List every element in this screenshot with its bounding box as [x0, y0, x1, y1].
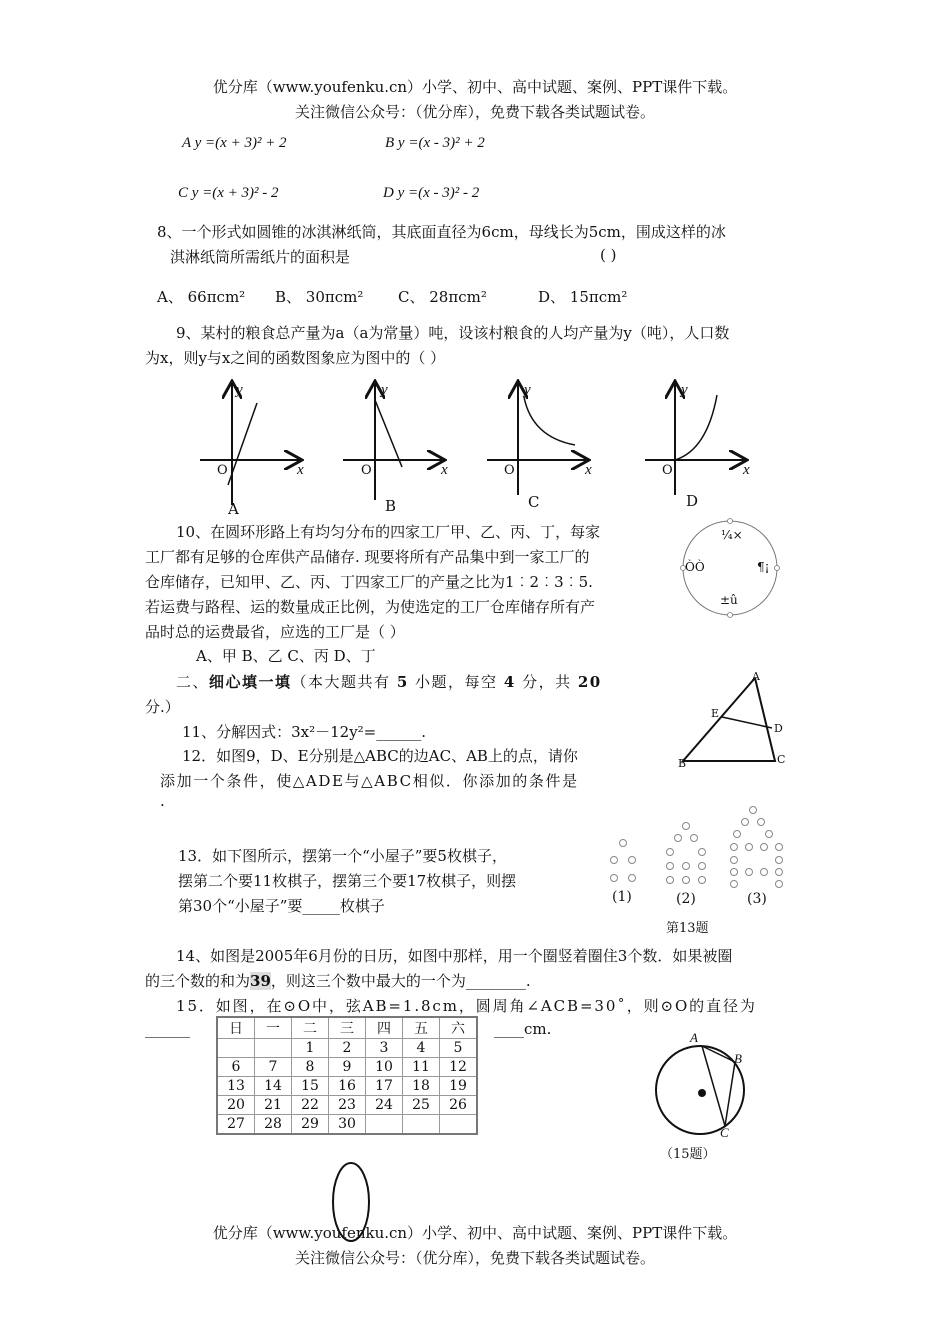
calendar-cell: 26 [440, 1096, 478, 1115]
q15-circle-figure [650, 1040, 760, 1140]
q14-line-2: 的三个数的和为39，则这三个数中最大的一个为________. [145, 972, 531, 990]
calendar-cell: 28 [255, 1115, 292, 1135]
calendar-cell: 14 [255, 1077, 292, 1096]
q10-options: A、甲 B、乙 C、丙 D、丁 [196, 647, 376, 665]
tri-label-b: B [678, 757, 687, 770]
graph-a-y: y [236, 382, 243, 398]
q8-line-2: 淇淋纸筒所需纸片的面积是 [170, 248, 351, 266]
q15-blank-right: ____cm. [494, 1020, 552, 1038]
graph-d-origin: O [662, 463, 673, 478]
calendar-header: 三 [329, 1017, 366, 1039]
calendar-cell [403, 1115, 440, 1135]
calendar-row [217, 1115, 477, 1135]
calendar-header: 四 [366, 1017, 403, 1039]
q8-bracket: ( ) [600, 246, 617, 264]
q8-option-c: C、 28πcm² [398, 288, 487, 306]
graph-a-x: x [297, 462, 304, 478]
q14-line-1: 14、如图是2005年6月份的日历，如图中那样，用一个圈竖着圈住3个数．如果被圈 [176, 947, 733, 965]
calendar-cell [440, 1115, 478, 1135]
calendar-row [217, 1039, 477, 1058]
calendar-row [217, 1077, 477, 1096]
calendar-cell: 17 [366, 1077, 403, 1096]
section-2-heading-cont: 分.） [145, 698, 180, 716]
ring-right-label: ¶¡ [757, 560, 770, 574]
calendar-cell: 19 [440, 1077, 478, 1096]
calendar-cell: 21 [255, 1096, 292, 1115]
calendar-cell: 16 [329, 1077, 366, 1096]
calendar-cell: 27 [217, 1115, 255, 1135]
q10-line-2: 工厂都有足够的仓库供产品储存. 现要将所有产品集中到一家工厂的 [145, 548, 590, 566]
q13-line-3: 第30个“小屋子”要_____枚棋子 [178, 897, 385, 915]
tri-label-e: E [711, 707, 720, 720]
tri-label-c: C [777, 753, 786, 766]
graph-b-label: B [385, 497, 397, 515]
calendar-cell: 29 [292, 1115, 329, 1135]
circle-label-c: C [720, 1125, 729, 1140]
calendar-cell: 18 [403, 1077, 440, 1096]
calendar-cell: 9 [329, 1058, 366, 1077]
calendar-cell: 11 [403, 1058, 440, 1077]
calendar-cell: 22 [292, 1096, 329, 1115]
q7-option-b: B y =(x - 3)² + 2 [385, 135, 485, 151]
calendar-header: 二 [292, 1017, 329, 1039]
q12-line-2: 添加一个条件，使△ADE与△ABC相似．你添加的条件是 [160, 772, 579, 790]
q13-line-1: 13．如下图所示，摆第一个“小屋子”要5枚棋子， [178, 847, 507, 865]
q10-line-1: 10、在圆环形路上有均匀分布的四家工厂甲、乙、丙、丁，每家 [176, 523, 601, 541]
q10-line-3: 仓库储存，已知甲、乙、丙、丁四家工厂的产量之比为1︰2︰3︰5. [145, 573, 593, 591]
calendar-cell: 30 [329, 1115, 366, 1135]
calendar-row [217, 1058, 477, 1077]
circle-label-a: A [690, 1030, 698, 1045]
calendar-cell: 10 [366, 1058, 403, 1077]
graph-b-y: y [381, 382, 388, 398]
ring-bottom-label: ±û [720, 593, 738, 607]
ring-left-label: ÒÒ [685, 560, 705, 574]
graph-c [487, 383, 587, 495]
q7-option-a: A y =(x + 3)² + 2 [182, 135, 287, 151]
calendar-cell: 25 [403, 1096, 440, 1115]
circle-label-b: B [734, 1051, 742, 1066]
calendar-cell: 7 [255, 1058, 292, 1077]
graph-a [200, 383, 300, 505]
q7-option-c: C y =(x + 3)² - 2 [178, 185, 279, 201]
calendar-cell: 24 [366, 1096, 403, 1115]
q8-option-a: A、 66πcm² [157, 288, 246, 306]
graph-c-label: C [528, 493, 540, 511]
graph-a-label: A [228, 500, 239, 518]
calendar-cell: 20 [217, 1096, 255, 1115]
graph-b-origin: O [361, 463, 372, 478]
ring-top-label: ¼× [721, 528, 743, 542]
q13-fig-label-3: (3) [747, 891, 767, 907]
q7-option-d: D y =(x - 3)² - 2 [383, 185, 480, 201]
graph-b-x: x [441, 462, 448, 478]
graph-a-origin: O [217, 463, 228, 478]
graph-c-y: y [524, 382, 531, 398]
q10-line-4: 若运费与路程、运的数量成正比例，为使选定的工厂仓库储存所有产 [145, 598, 596, 616]
q11-text: 11、分解因式：3x²－12y²=______. [182, 723, 427, 741]
calendar-cell: 2 [329, 1039, 366, 1058]
q15-blank-left: ______ [145, 1020, 190, 1038]
graph-d [645, 383, 745, 495]
graph-d-label: D [686, 492, 699, 510]
calendar-cell: 13 [217, 1077, 255, 1096]
graph-d-x: x [743, 462, 750, 478]
q15-line-1: 15．如图，在⊙O中，弦AB=1.8cm，圆周角∠ACB=30˚，则⊙O的直径为 [176, 997, 757, 1015]
calendar-header: 五 [403, 1017, 440, 1039]
calendar-header: 日 [217, 1017, 255, 1039]
calendar-cell: 1 [292, 1039, 329, 1058]
calendar-cell: 6 [217, 1058, 255, 1077]
q13-line-2: 摆第二个要11枚棋子，摆第三个要17枚棋子，则摆 [178, 872, 517, 890]
graph-c-x: x [585, 462, 592, 478]
q8-option-d: D、 15πcm² [538, 288, 628, 306]
calendar-cell: 8 [292, 1058, 329, 1077]
q13-fig-caption: 第13题 [666, 921, 709, 936]
calendar-cell [366, 1115, 403, 1135]
calendar-header: 一 [255, 1017, 292, 1039]
header-line-2: 关注微信公众号：（优分库），免费下载各类试题试卷。 [294, 103, 655, 121]
header-line-1: 优分库（www.youfenku.cn）小学、初中、高中试题、案例、PPT课件下载。 [212, 78, 738, 96]
q9-line-2: 为x，则y与x之间的函数图象应为图中的（ ） [145, 349, 446, 367]
calendar-cell [217, 1039, 255, 1058]
q13-fig-label-1: (1) [612, 889, 632, 905]
q9-line-1: 9、某村的粮食总产量为a（a为常量）吨，设该村粮食的人均产量为y（吨），人口数 [176, 324, 730, 342]
calendar-cell [255, 1039, 292, 1058]
q10-line-5: 品时总的运费最省，应选的工厂是（ ） [145, 623, 405, 641]
tri-label-a: A [752, 670, 760, 683]
calendar-cell: 4 [403, 1039, 440, 1058]
calendar-cell: 23 [329, 1096, 366, 1115]
section-2-heading: 二、细心填一填（本大题共有 5 小题，每空 4 分，共 20 [176, 673, 602, 691]
q9-graphs [195, 375, 765, 520]
q13-fig-label-2: (2) [676, 891, 696, 907]
graph-c-origin: O [504, 463, 515, 478]
calendar-cell: 15 [292, 1077, 329, 1096]
calendar-header-row [217, 1017, 477, 1039]
calendar-table [216, 1016, 478, 1135]
graph-d-y: y [681, 382, 688, 398]
q12-line-1: 12．如图9，D、E分别是△ABC的边AC、AB上的点，请你 [182, 747, 578, 765]
calendar-cell: 3 [366, 1039, 403, 1058]
q8-option-b: B、 30πcm² [275, 288, 364, 306]
footer-line-1: 优分库（www.youfenku.cn）小学、初中、高中试题、案例、PPT课件下载。 [212, 1224, 738, 1242]
calendar-header: 六 [440, 1017, 478, 1039]
calendar-cell: 5 [440, 1039, 478, 1058]
graph-b [343, 383, 443, 500]
q15-caption: （15题） [660, 1147, 716, 1162]
q8-line-1: 8、一个形式如圆锥的冰淇淋纸筒，其底面直径为6cm，母线长为5cm，围成这样的冰 [157, 223, 726, 241]
q12-triangle [675, 668, 790, 768]
tri-label-d: D [774, 722, 783, 735]
q12-line-3: . [160, 792, 165, 810]
footer-line-2: 关注微信公众号：（优分库），免费下载各类试题试卷。 [294, 1249, 655, 1267]
calendar-row [217, 1096, 477, 1115]
calendar-cell: 12 [440, 1058, 478, 1077]
